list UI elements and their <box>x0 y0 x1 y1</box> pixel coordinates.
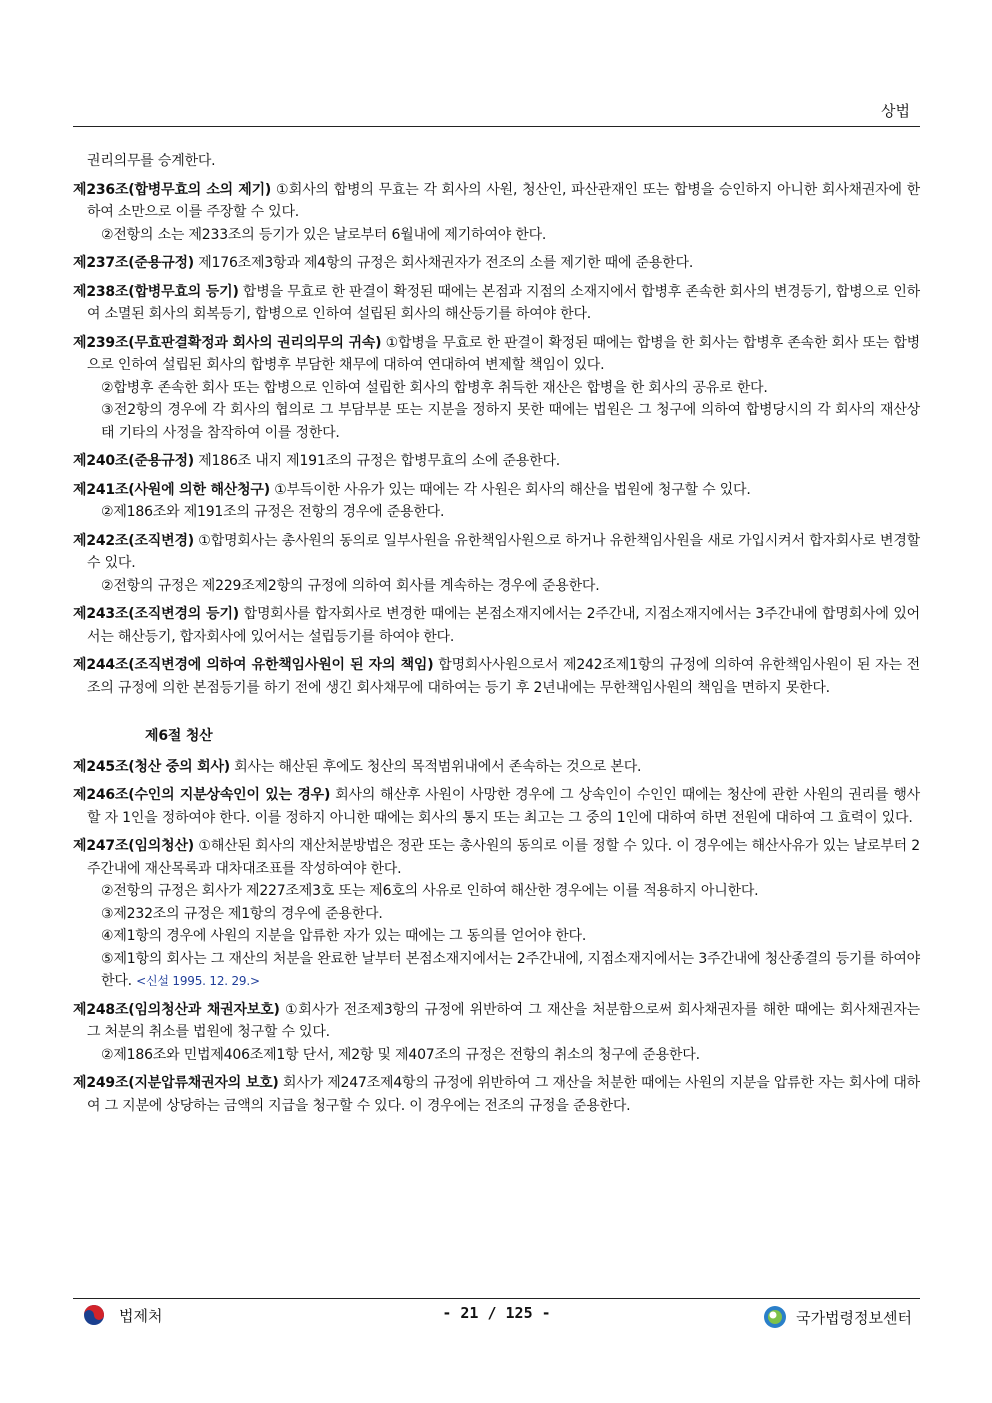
article-paragraph: ③전2항의 경우에 각 회사의 협의로 그 부담부분 또는 지분을 정하지 못한 때에는 법원은 그 청구에 의하여 합병당시의 각 회사의 재산상태 기타의 사정을 참작하여 이를 정한다. <box>101 402 920 441</box>
article-title: 제241조(사원에 의한 해산청구) <box>73 481 270 498</box>
article-title: 제238조(합병무효의 등기) <box>73 283 239 300</box>
article-paragraph: ①해산된 회사의 재산처분방법은 정관 또는 총사원의 동의로 이를 정할 수 있다. 이 경우에는 해산사유가 있는 날로부터 2주간내에 재산목록과 대차대조표를 작성하여야 한다. <box>87 838 920 877</box>
article-paragraph: ①합명회사는 총사원의 동의로 일부사원을 유한책임사원으로 하거나 유한책임사원을 새로 가입시켜서 합자회사로 변경할 수 있다. <box>87 532 920 571</box>
article-paragraph: 합명회사를 합자회사로 변경한 때에는 본점소재지에서는 2주간내, 지점소재지에서는 3주간내에 합명회사에 있어서는 해산등기, 합자회사에 있어서는 설립등기를 하여야 한다. <box>87 606 920 645</box>
article-title: 제240조(준용규정) <box>73 453 194 469</box>
section-title: 제6절 청산 <box>145 728 213 744</box>
article-paragraph: ①회사의 합병의 무효는 각 회사의 사원, 청산인, 파산관재인 또는 합병을 승인하지 아니한 회사채권자에 한하여 소만으로 이를 주장할 수 있다. <box>87 181 920 220</box>
article <box>73 332 920 445</box>
amendment-note: <신설 1995. 12. 29.> <box>136 974 260 988</box>
article <box>73 479 920 524</box>
article-paragraph: ②제186조와 민법제406조제1항 단서, 제2항 및 제407조의 규정은 전항의 취소의 청구에 준용한다. <box>101 1046 700 1063</box>
article-title: 제246조(수인의 지분상속인이 있는 경우) <box>73 787 331 803</box>
article-paragraph: ②제186조와 제191조의 규정은 전항의 경우에 준용한다. <box>101 504 445 520</box>
footer-left-label: 법제처 <box>119 1306 163 1325</box>
article <box>73 999 920 1067</box>
article-paragraph: ③제232조의 규정은 제1항의 경우에 준용한다. <box>101 905 383 922</box>
article-paragraph: ①합병을 무효로 한 판결이 확정된 때에는 합병을 한 회사는 합병후 존속한 회사 또는 합병으로 인하여 설립된 회사의 합병후 부담한 채무에 대하여 연대하여 변제할 책임이 있다. <box>87 334 920 373</box>
article <box>73 756 920 779</box>
article-paragraph: ②전항의 규정은 회사가 제227조제3호 또는 제6호의 사유로 인하여 해산한 경우에는 이를 적용하지 아니한다. <box>101 883 759 899</box>
article-paragraph: ①회사가 전조제3항의 규정에 위반하여 그 재산을 처분함으로써 회사채권자를 해한 때에는 회사채권자는 그 처분의 취소를 법원에 청구할 수 있다. <box>87 1001 920 1040</box>
article-title: 제242조(조직변경) <box>73 532 194 549</box>
article-paragraph: ④제1항의 경우에 사원의 지분을 압류한 자가 있는 때에는 그 동의를 얻어야 한다. <box>101 928 587 944</box>
article-paragraph: 회사의 해산후 사원이 사망한 경우에 그 상속인이 수인인 때에는 청산에 관한 사원의 권리를 행사할 자 1인을 정하여야 한다. 이를 정하지 아니한 때에는 회사의 통지 또는 최고는 그 중의 1인에 대하여 하면 전원에 대하여 그 효력이 있다. <box>87 787 920 826</box>
article-title: 제245조(청산 중의 회사) <box>73 758 230 775</box>
article-title: 제239조(무효판결확정과 회사의 권리의무의 귀속) <box>73 334 382 351</box>
page-number: - 21 / 125 - <box>442 1304 551 1322</box>
article-paragraph: ②합병후 존속한 회사 또는 합병으로 인하여 설립한 회사의 합병후 취득한 재산은 합병을 한 회사의 공유로 한다. <box>101 379 768 396</box>
article <box>73 1072 920 1117</box>
article <box>73 450 920 473</box>
page-header-title: 상법 <box>881 102 910 120</box>
article-title: 제236조(합병무효의 소의 제기) <box>73 181 272 198</box>
footer-rule <box>73 1298 920 1299</box>
law-info-center-logo-icon <box>762 1304 788 1330</box>
article <box>73 252 920 275</box>
article <box>73 603 920 648</box>
articles-group-1 <box>73 179 920 700</box>
article-paragraph: ①부득이한 사유가 있는 때에는 각 사원은 회사의 해산을 법원에 청구할 수 있다. <box>274 481 751 498</box>
article-paragraph: 합병을 무효로 한 판결이 확정된 때에는 본점과 지점의 소재지에서 합병후 존속한 회사의 변경등기, 합병으로 인하여 소멸된 회사의 회복등기, 합병으로 인하여 설립된 회사의 해산등기를 하여야 한다. <box>87 283 920 322</box>
article-paragraph: 제186조 내지 제191조의 규정은 합병무효의 소에 준용한다. <box>198 453 561 469</box>
article-paragraph: 제176조제3항과 제4항의 규정은 회사채권자가 전조의 소를 제기한 때에 준용한다. <box>198 255 694 271</box>
article <box>73 654 920 699</box>
article-paragraph: 회사가 제247조제4항의 규정에 위반하여 그 재산을 처분한 때에는 사원의 지분을 압류한 자는 회사에 대하여 그 지분에 상당하는 금액의 지급을 청구할 수 있다. 이 경우에는 전조의 규정을 준용한다. <box>87 1075 920 1114</box>
article-title: 제247조(임의청산) <box>73 838 194 854</box>
article-title: 제243조(조직변경의 등기) <box>73 606 239 622</box>
articles-group-2 <box>73 756 920 1118</box>
header-rule <box>73 126 920 127</box>
article <box>73 784 920 829</box>
law-text <box>73 150 920 1117</box>
article-title: 제248조(임의청산과 채권자보호) <box>73 1001 280 1018</box>
article <box>73 179 920 247</box>
article-title: 제244조(조직변경에 의하여 유한책임사원이 된 자의 책임) <box>73 657 434 673</box>
article-title: 제249조(지분압류채권자의 보호) <box>73 1075 279 1091</box>
footer-right-label: 국가법령정보센터 <box>796 1308 912 1327</box>
article-title: 제237조(준용규정) <box>73 255 194 271</box>
article <box>73 281 920 326</box>
article <box>73 835 920 993</box>
article-paragraph: 합명회사사원으로서 제242조제1항의 규정에 의하여 유한책임사원이 된 자는 전조의 규정에 의한 본점등기를 하기 전에 생긴 회사채무에 대하여는 등기 후 2년내에는 무한책임사원의 책임을 면하지 못한다. <box>87 657 920 696</box>
article-paragraph: 회사는 해산된 후에도 청산의 목적범위내에서 존속하는 것으로 본다. <box>234 758 642 775</box>
article-paragraph: ⑤제1항의 회사는 그 재산의 처분을 완료한 날부터 본점소재지에서는 2주간내에, 지점소재지에서는 3주간내에 청산종결의 등기를 하여야 한다. <box>101 950 920 989</box>
article-paragraph: ②전항의 규정은 제229조제2항의 규정에 의하여 회사를 계속하는 경우에 준용한다. <box>101 577 600 594</box>
continued-line: 권리의무를 승계한다. <box>87 153 216 169</box>
article-paragraph: ②전항의 소는 제233조의 등기가 있은 날로부터 6월내에 제기하여야 한다. <box>101 226 547 243</box>
footer <box>73 1304 920 1330</box>
article <box>73 530 920 598</box>
